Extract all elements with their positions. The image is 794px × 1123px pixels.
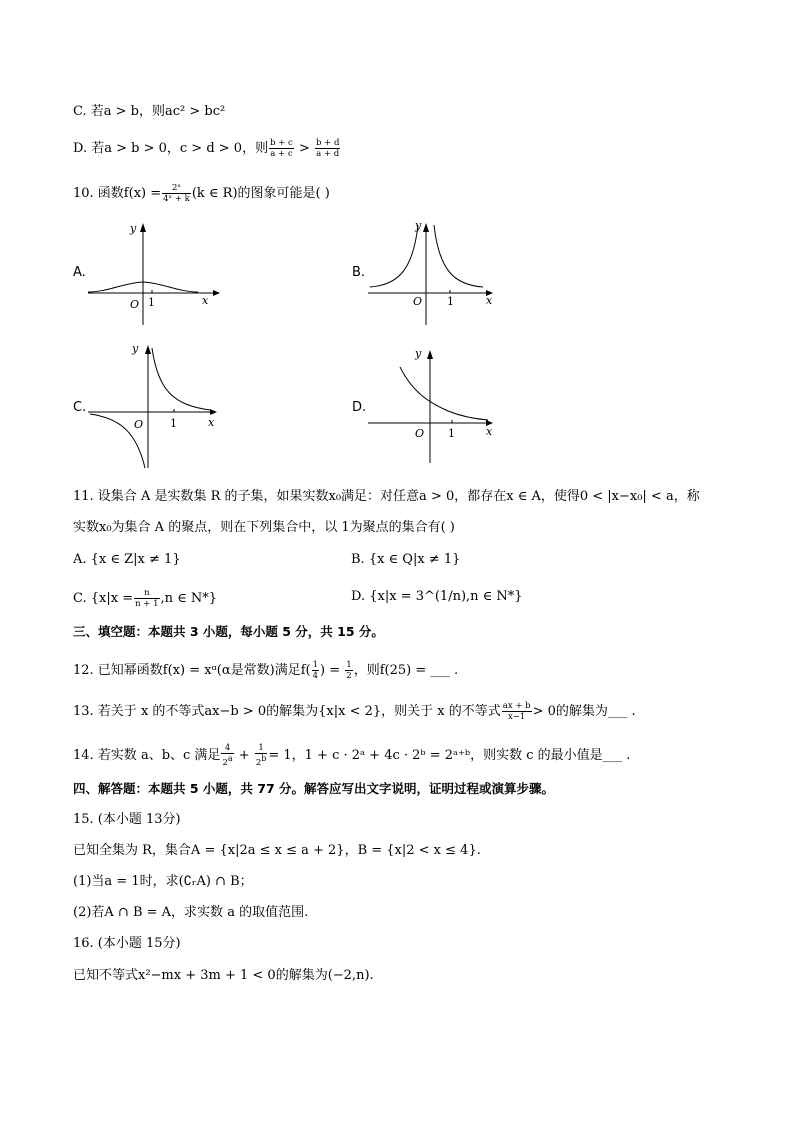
graph-c-label: C. [73,400,87,415]
q15-part-1: (1)当a = 1时，求(∁ᵣA) ∩ B； [73,874,253,889]
tick-label: 1 [448,427,455,440]
q12-frac-val [345,660,352,681]
q11-option-c [73,588,217,609]
frac-num: 2ˣ [162,183,191,194]
q10-stem [73,183,330,204]
frac-num: 4 [221,743,233,754]
q16-body: 已知不等式x²−mx + 3m + 1 < 0的解集为(−2,n). [73,968,374,983]
q10-frac [162,183,191,204]
frac-den: 2$^b$ [255,754,267,768]
q15-part-2: (2)若A ∩ B = A，求实数 a 的取值范围. [73,905,309,920]
tick-label: 1 [447,295,454,308]
tick-label: 1 [148,296,155,309]
q15-heading: 15. (本小题 13分) [73,812,181,827]
q13-stem [73,701,636,722]
q11-option-d: D. {x|x = 3^(1/n),n ∈ N*} [351,589,523,604]
graph-b [368,215,503,330]
frac-den: a + d [316,149,340,159]
origin-label: O [415,427,425,440]
q12-text: 12. 已知幂函数f(x) = xᵅ(α是常数)满足f( [73,663,311,678]
q11c-frac [134,588,159,609]
q9d-text: D. 若a > b > 0，c > d > 0，则 [73,141,269,156]
y-axis-label: y [415,347,422,360]
frac-num: b + c [270,138,293,148]
section-4-heading: 四、解答题：本题共 5 小题，共 77 分。解答应写出文字说明，证明过程或演算步骤。 [73,781,555,796]
q10-text-post: (k ∈ R)的图象可能是( ) [191,186,330,201]
section-3-heading: 三、填空题：本题共 3 小题，每小题 5 分，共 15 分。 [73,624,384,639]
x-axis-label: x [208,416,215,429]
tick-label: 1 [170,417,177,430]
q14-text-post: = 1，1 + c · 2ᵃ + 4c · 2ᵇ = 2ᵃ⁺ᵇ，则实数 c 的最小值是___ . [268,747,631,763]
q13-frac [502,701,532,722]
graph-b-label: B. [352,265,366,280]
frac-den: 4ˣ + k [163,194,190,204]
q13-text-post: > 0的解集为___ . [532,704,636,719]
origin-label: O [134,418,144,431]
q12-stem [73,660,458,681]
q9d-frac-right [315,138,340,159]
origin-label: O [413,295,423,308]
frac-num: b + d [315,138,340,148]
q10-text: 10. 函数f(x) = [73,186,162,201]
y-axis-label: y [130,222,137,235]
q11-option-a: A. {x ∈ Z|x ≠ 1} [73,552,181,567]
q14-frac-1 [221,743,233,768]
graph-d-label: D. [352,400,367,415]
frac-num: ax + b [502,701,531,711]
q15-body: 已知全集为 R，集合A = {x|2a ≤ x ≤ a + 2}，B = {x|2 < x ≤ 4}. [73,843,481,858]
x-axis-label: x [202,294,209,307]
frac-num: 1 [346,660,352,670]
graph-c [88,340,228,475]
graph-a [88,215,228,330]
q16-heading: 16. (本小题 15分) [73,936,181,951]
q9-option-c: C. 若a > b，则ac² > bc² [73,104,226,119]
frac-den: n + 1 [135,599,159,609]
graph-a-label: A. [73,265,86,280]
x-axis-label: x [486,294,493,307]
y-axis-label: y [415,219,422,232]
frac-num: 1 [255,743,268,754]
frac-den: 4 [312,671,319,681]
q11c-text-post: ,n ∈ N*} [160,591,218,606]
q11-stem-line2: 实数x₀为集合 A 的聚点，则在下列集合中，以 1为聚点的集合有( ) [73,520,455,535]
q12-text-mid: ) = [320,663,341,678]
q14-text: 14. 若实数 a、b、c 满足 [73,747,221,763]
y-axis-label: y [132,342,139,355]
q11-stem-line1: 11. 设集合 A 是实数集 R 的子集，如果实数x₀满足：对任意a > 0，都存在x ∈ A，使得0 < |x−x₀| < a，称 [73,489,700,504]
frac-num: n [134,588,159,599]
origin-label: O [130,298,140,311]
q12-frac-arg [312,660,319,681]
q14-stem: 14. 若实数 a、b、c 满足 $\frac{4}{2^a}$ + $\frac{1}{2^b}$ = 1，1 + c · 2ᵃ + 4c · 2ᵇ = 2ᵃ⁺ᵇ，则实数 c 的最小值是___ . [73,743,631,768]
frac-den: 2 [346,671,352,681]
x-axis-label: x [486,425,493,438]
frac-den: x−1 [508,712,526,722]
frac-num: 1 [312,660,319,670]
q9-option-d: D. 若a > b > 0，c > d > 0，则 $\frac{b + c}{a + c}$ > $\frac{b + d}{a + d}$ [73,138,340,159]
frac-den: a + c [270,149,293,159]
q14-frac-2 [255,743,268,768]
q13-text: 13. 若关于 x 的不等式ax−b > 0的解集为{x|x < 2}，则关于 x 的不等式 [73,704,501,719]
frac-den: 2$^a$ [222,754,233,768]
q11-option-b: B. {x ∈ Q|x ≠ 1} [351,552,461,567]
q12-text-post: ，则f(25) = ___ . [353,663,459,678]
graph-d [368,345,503,470]
q11c-text: C. {x|x = [73,591,134,606]
q9d-frac-left [269,138,294,159]
